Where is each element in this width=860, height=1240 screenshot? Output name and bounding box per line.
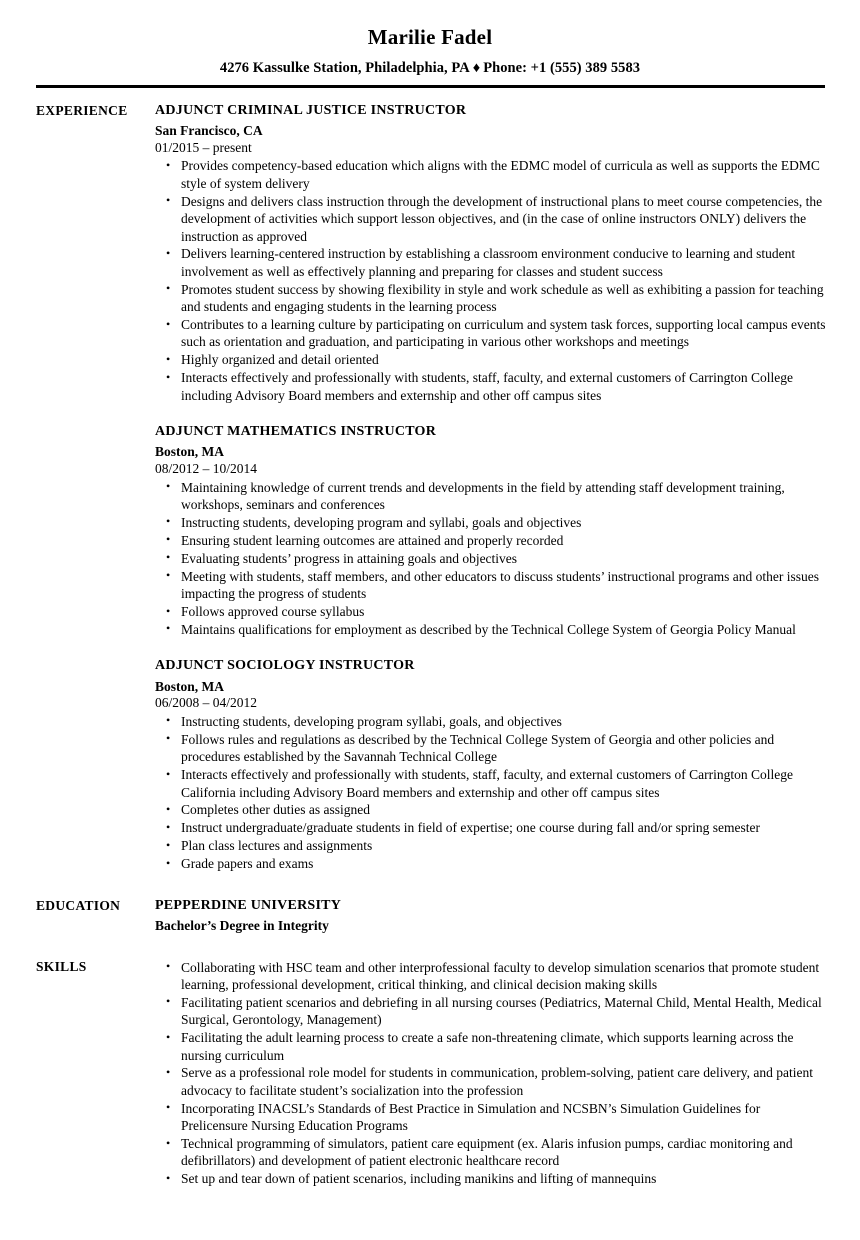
bullet-item: • Facilitating the adult learning process to create a safe non-threatening climate, which supports learning across the nursing curriculum: [155, 1029, 830, 1064]
bullet-item: • Serve as a professional role model for students in communication, problem-solving, patient care delivery, and patient advocacy to facilitate student’s socialization into the profession: [155, 1064, 830, 1099]
bullet-item: • Instructing students, developing program syllabi, goals, and objectives: [155, 713, 830, 730]
bullet-item: • Incorporating INACSL’s Standards of Best Practice in Simulation and NCSBN’s Simulation Guidelines for Prelicensure Nursing Education Programs: [155, 1100, 830, 1135]
bullet-item: • Contributes to a learning culture by participating on curriculum and system task forces, supporting local campus events such as orientation and graduation, and participating in various other workshops and meetings: [155, 316, 830, 351]
section-label-education: EDUCATION: [36, 898, 121, 914]
section-education: [36, 897, 830, 935]
section-experience: [36, 102, 830, 873]
diamond-separator-icon: ♦: [472, 60, 481, 77]
education-school: PEPPERDINE UNIVERSITY: [155, 898, 342, 914]
bullet-item: • Plan class lectures and assignments: [155, 837, 830, 854]
experience-item: [155, 102, 830, 404]
bullet-item: • Highly organized and detail oriented: [155, 351, 830, 368]
bullet-item: • Promotes student success by showing flexibility in style and work schedule as well as exhibiting a passion for teaching and students and engaging students in the learning process: [155, 281, 830, 316]
job-bullets: [155, 713, 830, 873]
candidate-name: Marilie Fadel: [367, 25, 493, 49]
job-dates: 06/2008 – 04/2012: [155, 695, 258, 711]
bullet-item: • Technical programming of simulators, patient care equipment (ex. Alaris infusion pumps, cardiac monitoring and defibrillators) and development of patient electronic healthcare record: [155, 1135, 830, 1170]
bullet-item: • Evaluating students’ progress in attaining goals and objectives: [155, 550, 830, 567]
section-label-skills: SKILLS: [36, 958, 87, 974]
bullet-item: • Follows approved course syllabus: [155, 603, 830, 620]
experience-item: [155, 423, 830, 638]
job-bullets: [155, 479, 830, 639]
bullet-item: • Delivers learning-centered instruction by establishing a classroom environment conducive to learning and student involvement as well as effectively planning and preparing for classes and student success: [155, 245, 830, 280]
job-location: Boston, MA: [155, 678, 225, 694]
skills-body: [155, 958, 830, 1189]
contact-phone: Phone: +1 (555) 389 5583: [483, 60, 641, 77]
bullet-item: • Designs and delivers class instruction through the development of instructional plans to meet course competencies, the development of activities which support lesson objectives, and (in the case of online instructors ONLY) delivers the instruction as approved: [155, 193, 830, 245]
job-location: Boston, MA: [155, 444, 225, 460]
bullet-item: • Instructing students, developing program and syllabi, goals and objectives: [155, 514, 830, 531]
education-list: [155, 897, 830, 935]
job-title: ADJUNCT CRIMINAL JUSTICE INSTRUCTOR: [155, 102, 467, 118]
bullet-item: • Follows rules and regulations as described by the Technical College System of Georgia and other policies and procedures established by the Savannah Technical College: [155, 731, 830, 766]
resume-content: [0, 102, 860, 1189]
experience-item: [155, 657, 830, 872]
job-title: ADJUNCT MATHEMATICS INSTRUCTOR: [155, 424, 437, 440]
job-location: San Francisco, CA: [155, 122, 263, 138]
bullet-item: • Instruct undergraduate/graduate students in field of expertise; one course during fall and/or spring semester: [155, 819, 830, 836]
section-skills: [36, 958, 830, 1189]
bullet-item: • Collaborating with HSC team and other interprofessional faculty to develop simulation scenarios that promote student learning, professional development, critical thinking, and clinical decision making skills: [155, 959, 830, 994]
section-label-experience: EXPERIENCE: [36, 102, 128, 118]
header-divider: [36, 85, 825, 88]
job-title: ADJUNCT SOCIOLOGY INSTRUCTOR: [155, 658, 415, 674]
bullet-item: • Meeting with students, staff members, and other educators to discuss students’ instructional programs and other issues impacting the progress of students: [155, 568, 830, 603]
contact-address: 4276 Kassulke Station, Philadelphia, PA: [219, 60, 470, 77]
contact-line: [0, 60, 860, 77]
bullet-item: • Interacts effectively and professionally with students, staff, faculty, and external customers of Carrington College California including Advisory Board members and externship and other off campus sites: [155, 766, 830, 801]
experience-list: [155, 102, 830, 873]
bullet-item: • Provides competency-based education which aligns with the EDMC model of curricula as well as supports the EDMC style of system delivery: [155, 157, 830, 192]
bullet-item: • Grade papers and exams: [155, 855, 830, 872]
education-item: [155, 897, 830, 935]
education-degree: Bachelor’s Degree in Integrity: [155, 918, 329, 934]
bullet-item: • Maintaining knowledge of current trends and developments in the field by attending staff development training, workshops, seminars and conferences: [155, 479, 830, 514]
skills-bullets: [155, 959, 830, 1188]
job-dates: 01/2015 – present: [155, 139, 252, 155]
bullet-item: • Facilitating patient scenarios and debriefing in all nursing courses (Pediatrics, Maternal Child, Mental Health, Medical Surgical, Gerontology, Management): [155, 994, 830, 1029]
bullet-item: • Interacts effectively and professionally with students, staff, faculty, and external customers of Carrington College including Advisory Board members and externship and other off campus sites: [155, 369, 830, 404]
bullet-item: • Ensuring student learning outcomes are attained and properly recorded: [155, 532, 830, 549]
bullet-item: • Maintains qualifications for employment as described by the Technical College System of Georgia Policy Manual: [155, 621, 830, 638]
job-bullets: [155, 157, 830, 404]
resume-header: [0, 0, 860, 88]
bullet-item: • Set up and tear down of patient scenarios, including manikins and lifting of mannequins: [155, 1170, 830, 1187]
bullet-item: • Completes other duties as assigned: [155, 801, 830, 818]
job-dates: 08/2012 – 10/2014: [155, 460, 258, 476]
